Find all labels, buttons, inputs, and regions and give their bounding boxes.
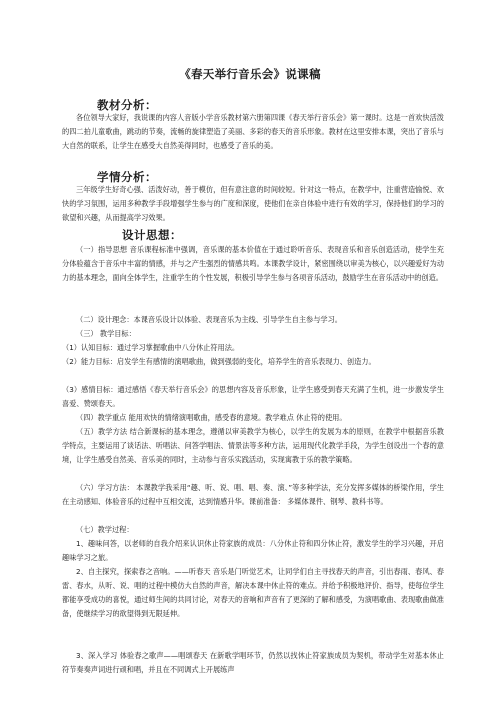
heading-design-thinking: 设计思想：: [122, 228, 182, 242]
document-title: 《春天举行音乐会》说课稿: [179, 67, 321, 81]
heading-material-analysis: 教材分析：: [97, 98, 157, 112]
paragraph-process-1: 1、趣味问答，以老师的自我介绍来认识休止符家族的成员：八分休止符和四分休止符，激发学生的学习兴趣，开启趣味学习之旅。: [62, 539, 444, 562]
paragraph-objective-3: （3）感情目标：通过感悟《春天举行音乐会》的思想内容及音乐形象，让学生感受到春天充满了生机，进一步激发学生喜爱、赞颂春天。: [62, 385, 444, 408]
paragraph-process-3: 3、深入学习 体验春之歌声——唱颂春天 在新歌学唱环节，仍然以找休止符家族成员为契机，带动学生对基本休止符节奏奏声词进行顽和唱，并且在不同调式上开展练声: [62, 651, 444, 674]
paragraph-process-heading: （七）教学过程：: [76, 525, 134, 534]
paragraph-objectives-heading: （三） 教学目标：: [76, 329, 136, 338]
paragraph-key-points: （四）教学重点 能用欢快的情绪演唱歌曲，感受春的意境。教学难点 休止符的使用。: [76, 413, 347, 422]
heading-student-analysis: 学情分析：: [97, 170, 157, 184]
paragraph-objective-1: （1）认知目标：通过学习掌握歌曲中八分休止符用法。: [62, 343, 240, 352]
paragraph-objective-2: （2）能力目标：启发学生有感情的演唱歌曲，做到强弱的变化，培养学生的音乐表现力、创造力。: [62, 357, 376, 366]
paragraph-material: 各位领导大家好，我说课的内容人音版小学音乐教材第六册第四课《春天举行音乐会》第一课时。这是一首欢快活泼的四二拍儿童歌曲，跳动的节奏，流畅的旋律塑造了美丽、多彩的春天的音乐形象。教材在这里安排本课，突出了音乐与大自然的联系，让学生在感受大自然美得同时，也感受了音乐的美。: [62, 113, 444, 150]
paragraph-guiding-idea: （一）指导思想 音乐课程标准中强调，音乐课的基本价值在于通过聆听音乐、表现音乐和音乐创造活动，使学生充分体验蕴含于音乐中丰富的情感，并与之产生强烈的情感共鸣。本课教学设计，紧密围绕以审美为核心，以兴趣爱好为动力的基本理念，面向全体学生，注重学生的个性发展，积极引导学生参与各项音乐活动，鼓励学生在音乐活动中的创造。: [62, 245, 444, 282]
paragraph-students: 三年级学生好奇心强、活泼好动，善于模仿，但有意注意的时间较短。针对这一特点，在教学中，注重营造愉悦、欢快的学习氛围，运用多种教学手段增强学生参与的广度和深度，使他们在亲自体验中进行有效的学习，保持他们的学习的欲望和兴趣，从而提高学习效果。: [62, 185, 444, 222]
paragraph-learning-methods: （六）学习方法： 本课教学我采用“趣、听、说、唱、唱、奏、演、”等多种学法，充分发挥多媒体的桥梁作用，学生在主动感知、体验音乐的过程中互相交流，达到情感升华。课前准备： 多媒体课件、钢琴、教科书等。: [62, 483, 444, 506]
paragraph-process-2: 2、自主探究，探索春之音响。——听春天 音乐是门听觉艺术，让同学们自主寻找春天的声音，引出春雨、春风、春雷、春水，从听、说、唱的过程中模仿大自然的声音，解决本课中休止符的难点。并给予积极地评价、指导，使每位学生都能享受成功的喜悦，通过师生间的共同讨论，对春天的音响和声音有了更深的了解和感受，为演唱歌曲、表现歌曲做准备，使继续学习的欲望得到无限延伸。: [62, 567, 444, 618]
paragraph-teaching-methods: （五）教学方法 结合新课标的基本理念，遵循以审美教学为核心，以学生的发展为本的原则，在教学中根据音乐教学特点，主要运用了谈话法、听唱法、问答学唱法、情景法等多种方法，运用现代化教学手段，为学生创设出一个春的意境，让学生感受自然美、音乐美的同时，主动参与音乐实践活动，实现寓教于乐的教学策略。: [62, 427, 444, 464]
paragraph-design-concept: （二）设计理念：本课音乐设计以体验、表现音乐为主线、引导学生自主参与学习。: [76, 315, 342, 324]
